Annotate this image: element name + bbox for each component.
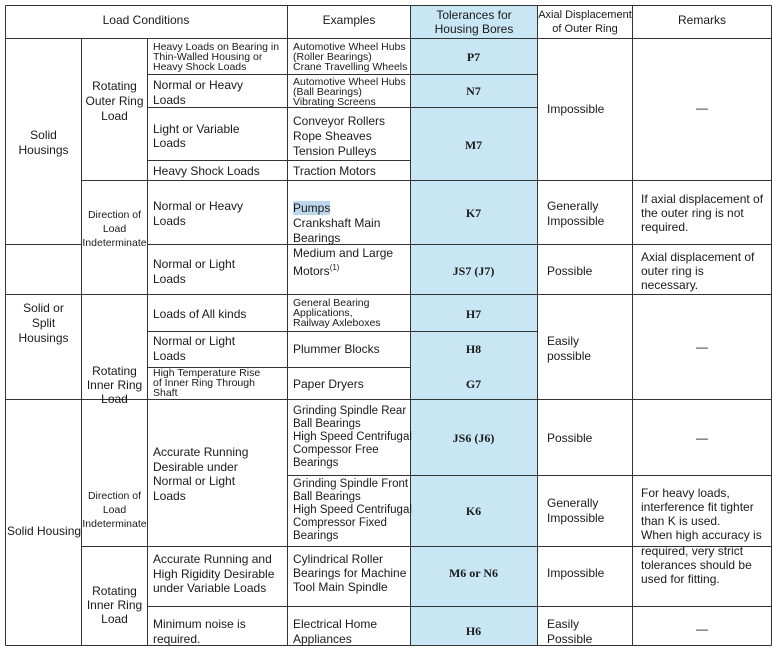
footnote-marker: (1) [329, 263, 340, 272]
load-r2-line1: Normal or Heavy [153, 78, 244, 92]
remark-k6-line1: For heavy loads, [641, 486, 730, 500]
example-r3-line1: Conveyor Rollers [293, 114, 386, 128]
example-r11-line1: Grinding Spindle Front [293, 478, 409, 490]
rotation-inner1-line1: Rotating [92, 364, 137, 378]
remark-js7-line2: outer ring is [641, 264, 704, 278]
remark-dash-4: — [696, 622, 708, 636]
header-load-conditions: Load Conditions [102, 13, 190, 27]
axial-easy1-line1: Easily [547, 334, 580, 348]
remark-dash-3: — [696, 431, 708, 445]
load-r2-line2: Loads [153, 93, 186, 107]
load-r10-line2: Desirable under [153, 460, 238, 474]
load-r3-line1: Light or Variable [153, 122, 240, 136]
tolerance-h6: H6 [465, 624, 482, 638]
example-r11-line4: Compressor Fixed [293, 517, 387, 529]
axial-gen2-line1: Generally [547, 496, 599, 510]
rotation-inner1-line2: Inner Ring [86, 378, 143, 392]
tolerance-m7: M7 [464, 138, 483, 152]
example-r7-line1: General Bearing [293, 297, 370, 309]
axial-easy2-line1: Easily [547, 617, 580, 631]
header-axial-line2: of Outer Ring [552, 23, 618, 35]
rotation-inner2-line3: Load [101, 612, 128, 626]
tolerance-k7: K7 [465, 206, 482, 220]
load-r9-line3: Shaft [153, 387, 178, 399]
load-r10-line3: Normal or Light [153, 474, 236, 488]
example-r11-line2: Ball Bearings [293, 491, 361, 503]
rotation-dir2-line2: Load [102, 504, 127, 516]
rotation-inner2-line1: Rotating [92, 584, 137, 598]
load-r11-line2: High Rigidity Desirable [153, 567, 275, 581]
rotation-inner1-line3: Load [101, 392, 128, 406]
load-r7: Loads of All kinds [153, 307, 247, 321]
load-r1-line3: Heavy Shock Loads [153, 61, 247, 73]
remark-k6-line3: than K is used. [641, 514, 721, 528]
remark-js7-line3: necessary. [641, 278, 699, 292]
example-r10-line2: Ball Bearings [293, 418, 361, 430]
axial-gen1-line1: Generally [547, 199, 599, 213]
remark-k7-line3: required. [641, 220, 689, 234]
axial-possible-2: Possible [547, 431, 593, 445]
load-r1-line2: Thin-Walled Housing or [153, 51, 263, 63]
axial-impossible-1: Impossible [547, 102, 605, 116]
header-remarks: Remarks [677, 13, 726, 27]
example-r13-line2: Appliances [293, 632, 352, 646]
header-axial-line1: Axial Displacement [538, 9, 632, 21]
tolerance-n7: N7 [466, 84, 481, 98]
remark-k7-line1: If axial displacement of [641, 192, 764, 206]
load-r9-line2: of Inner Ring Through [153, 377, 255, 389]
housing-solid-line2: Housings [18, 143, 69, 157]
load-r4: Heavy Shock Loads [153, 164, 260, 178]
load-r5-line1: Normal or Heavy [153, 199, 244, 213]
load-r9-line1: High Temperature Rise [153, 367, 261, 379]
tolerance-g7: G7 [465, 377, 482, 391]
axial-possible-1: Possible [547, 264, 593, 278]
example-r11-line5: Bearings [293, 530, 339, 542]
remark-js7-line1: Axial displacement of [641, 250, 755, 264]
remark-k6-line6: tolerances should be [641, 558, 752, 572]
example-r2-line3: Vibrating Screens [293, 96, 376, 108]
housing-split-line3: Housings [18, 331, 69, 345]
example-r7-line3: Railway Axleboxes [293, 317, 381, 329]
tolerance-p7: P7 [466, 50, 481, 64]
rotation-dir2-line1: Direction of [87, 490, 142, 502]
rotation-outer-line1: Rotating [92, 79, 137, 93]
remark-k6-line4: When high accuracy is [641, 528, 762, 542]
housing-split-line2: Split [31, 316, 56, 330]
example-r2-line2: (Ball Bearings) [293, 86, 362, 98]
example-r13-line1: Electrical Home [293, 617, 378, 631]
housing-solid-housing: Solid Housing [7, 524, 82, 538]
example-r10-line3: High Speed Centrifugal [293, 431, 412, 443]
load-r6-line1: Normal or Light [153, 257, 236, 271]
rotation-outer-line3: Load [101, 109, 128, 123]
rotation-dir1-line2: Load [102, 223, 127, 235]
example-r5-line2: Crankshaft Main [293, 216, 381, 230]
load-r3-line2: Loads [153, 136, 186, 150]
example-r8: Plummer Blocks [293, 342, 380, 356]
load-r12-line1: Minimum noise is [153, 617, 246, 631]
rotation-inner2-line2: Inner Ring [86, 598, 143, 612]
example-r4: Traction Motors [293, 164, 376, 178]
example-r9: Paper Dryers [293, 377, 364, 391]
housing-split-line1: Solid or [23, 301, 64, 315]
rotation-outer-line2: Outer Ring [85, 94, 144, 108]
load-r10-line4: Loads [153, 489, 186, 503]
tolerance-m6-n6: M6 or N6 [448, 566, 499, 580]
load-r1-line1: Heavy Loads on Bearing in [153, 41, 280, 53]
axial-gen2-line2: Impossible [547, 511, 605, 525]
example-r6-line1: Medium and Large [293, 246, 394, 260]
example-r6-line2 [293, 261, 339, 278]
load-r8-line2: Loads [153, 349, 186, 363]
example-r5-line3: Bearings [293, 231, 341, 245]
example-r1-line3: Crane Travelling Wheels [293, 61, 408, 73]
rotation-dir1-line3: Indeterminate [82, 237, 147, 249]
example-r1-line2: (Roller Bearings) [293, 51, 372, 63]
tolerance-js7: JS7 (J7) [452, 264, 495, 278]
axial-easy2-line2: Possible [547, 632, 593, 646]
axial-gen1-line2: Impossible [547, 214, 605, 228]
header-tolerances-line2: Housing Bores [434, 22, 514, 36]
example-r10-line1: Grinding Spindle Rear [293, 405, 407, 417]
tolerance-h8: H8 [465, 342, 482, 356]
tolerance-k6: K6 [465, 504, 482, 518]
load-r6-line2: Loads [153, 272, 186, 286]
header-tolerances-line1: Tolerances for [436, 8, 512, 22]
remark-k6-line2: interference fit tighter [641, 500, 754, 514]
rotation-dir1-line1: Direction of [87, 209, 142, 221]
remark-k6-line7: used for fitting. [641, 572, 720, 586]
load-r12-line2: required. [153, 632, 201, 646]
housing-solid-line1: Solid [30, 128, 57, 142]
highlighted-pumps: Pumps [293, 201, 331, 215]
load-r11-line3: under Variable Loads [153, 581, 267, 595]
rotation-dir2-line3: Indeterminate [82, 518, 147, 530]
example-r10-line4: Compessor Free [293, 444, 379, 456]
load-r5-line2: Loads [153, 214, 186, 228]
axial-easy1-line2: possible [547, 349, 592, 363]
remark-k7-line2: the outer ring is not [641, 206, 744, 220]
example-r12-line1: Cylindrical Roller [293, 552, 384, 566]
load-r11-line1: Accurate Running and [153, 552, 272, 566]
example-r6-motors: Motors [293, 264, 330, 278]
example-r12-line2: Bearings for Machine [293, 566, 407, 580]
tolerance-h7: H7 [465, 307, 482, 321]
example-r11-line3: High Speed Centrifugal [293, 504, 412, 516]
example-r10-line5: Bearings [293, 457, 339, 469]
example-r7-line2: Applications, [293, 307, 353, 319]
example-r12-line3: Tool Main Spindle [293, 580, 388, 594]
load-r10-line1: Accurate Running [153, 445, 249, 459]
remark-dash-2: — [696, 340, 708, 354]
remark-dash-1: — [696, 101, 708, 115]
example-r3-line2: Rope Sheaves [293, 129, 372, 143]
remark-k6-line5: required, very strict [641, 544, 744, 558]
example-r3-line3: Tension Pulleys [293, 144, 377, 158]
example-r5-line1 [293, 201, 330, 215]
tolerance-js6: JS6 (J6) [452, 431, 495, 445]
axial-impossible-2: Impossible [547, 566, 605, 580]
example-r2-line1: Automotive Wheel Hubs [293, 76, 406, 88]
header-examples: Examples [322, 13, 376, 27]
example-r1-line1: Automotive Wheel Hubs [293, 41, 406, 53]
load-r8-line1: Normal or Light [153, 334, 236, 348]
